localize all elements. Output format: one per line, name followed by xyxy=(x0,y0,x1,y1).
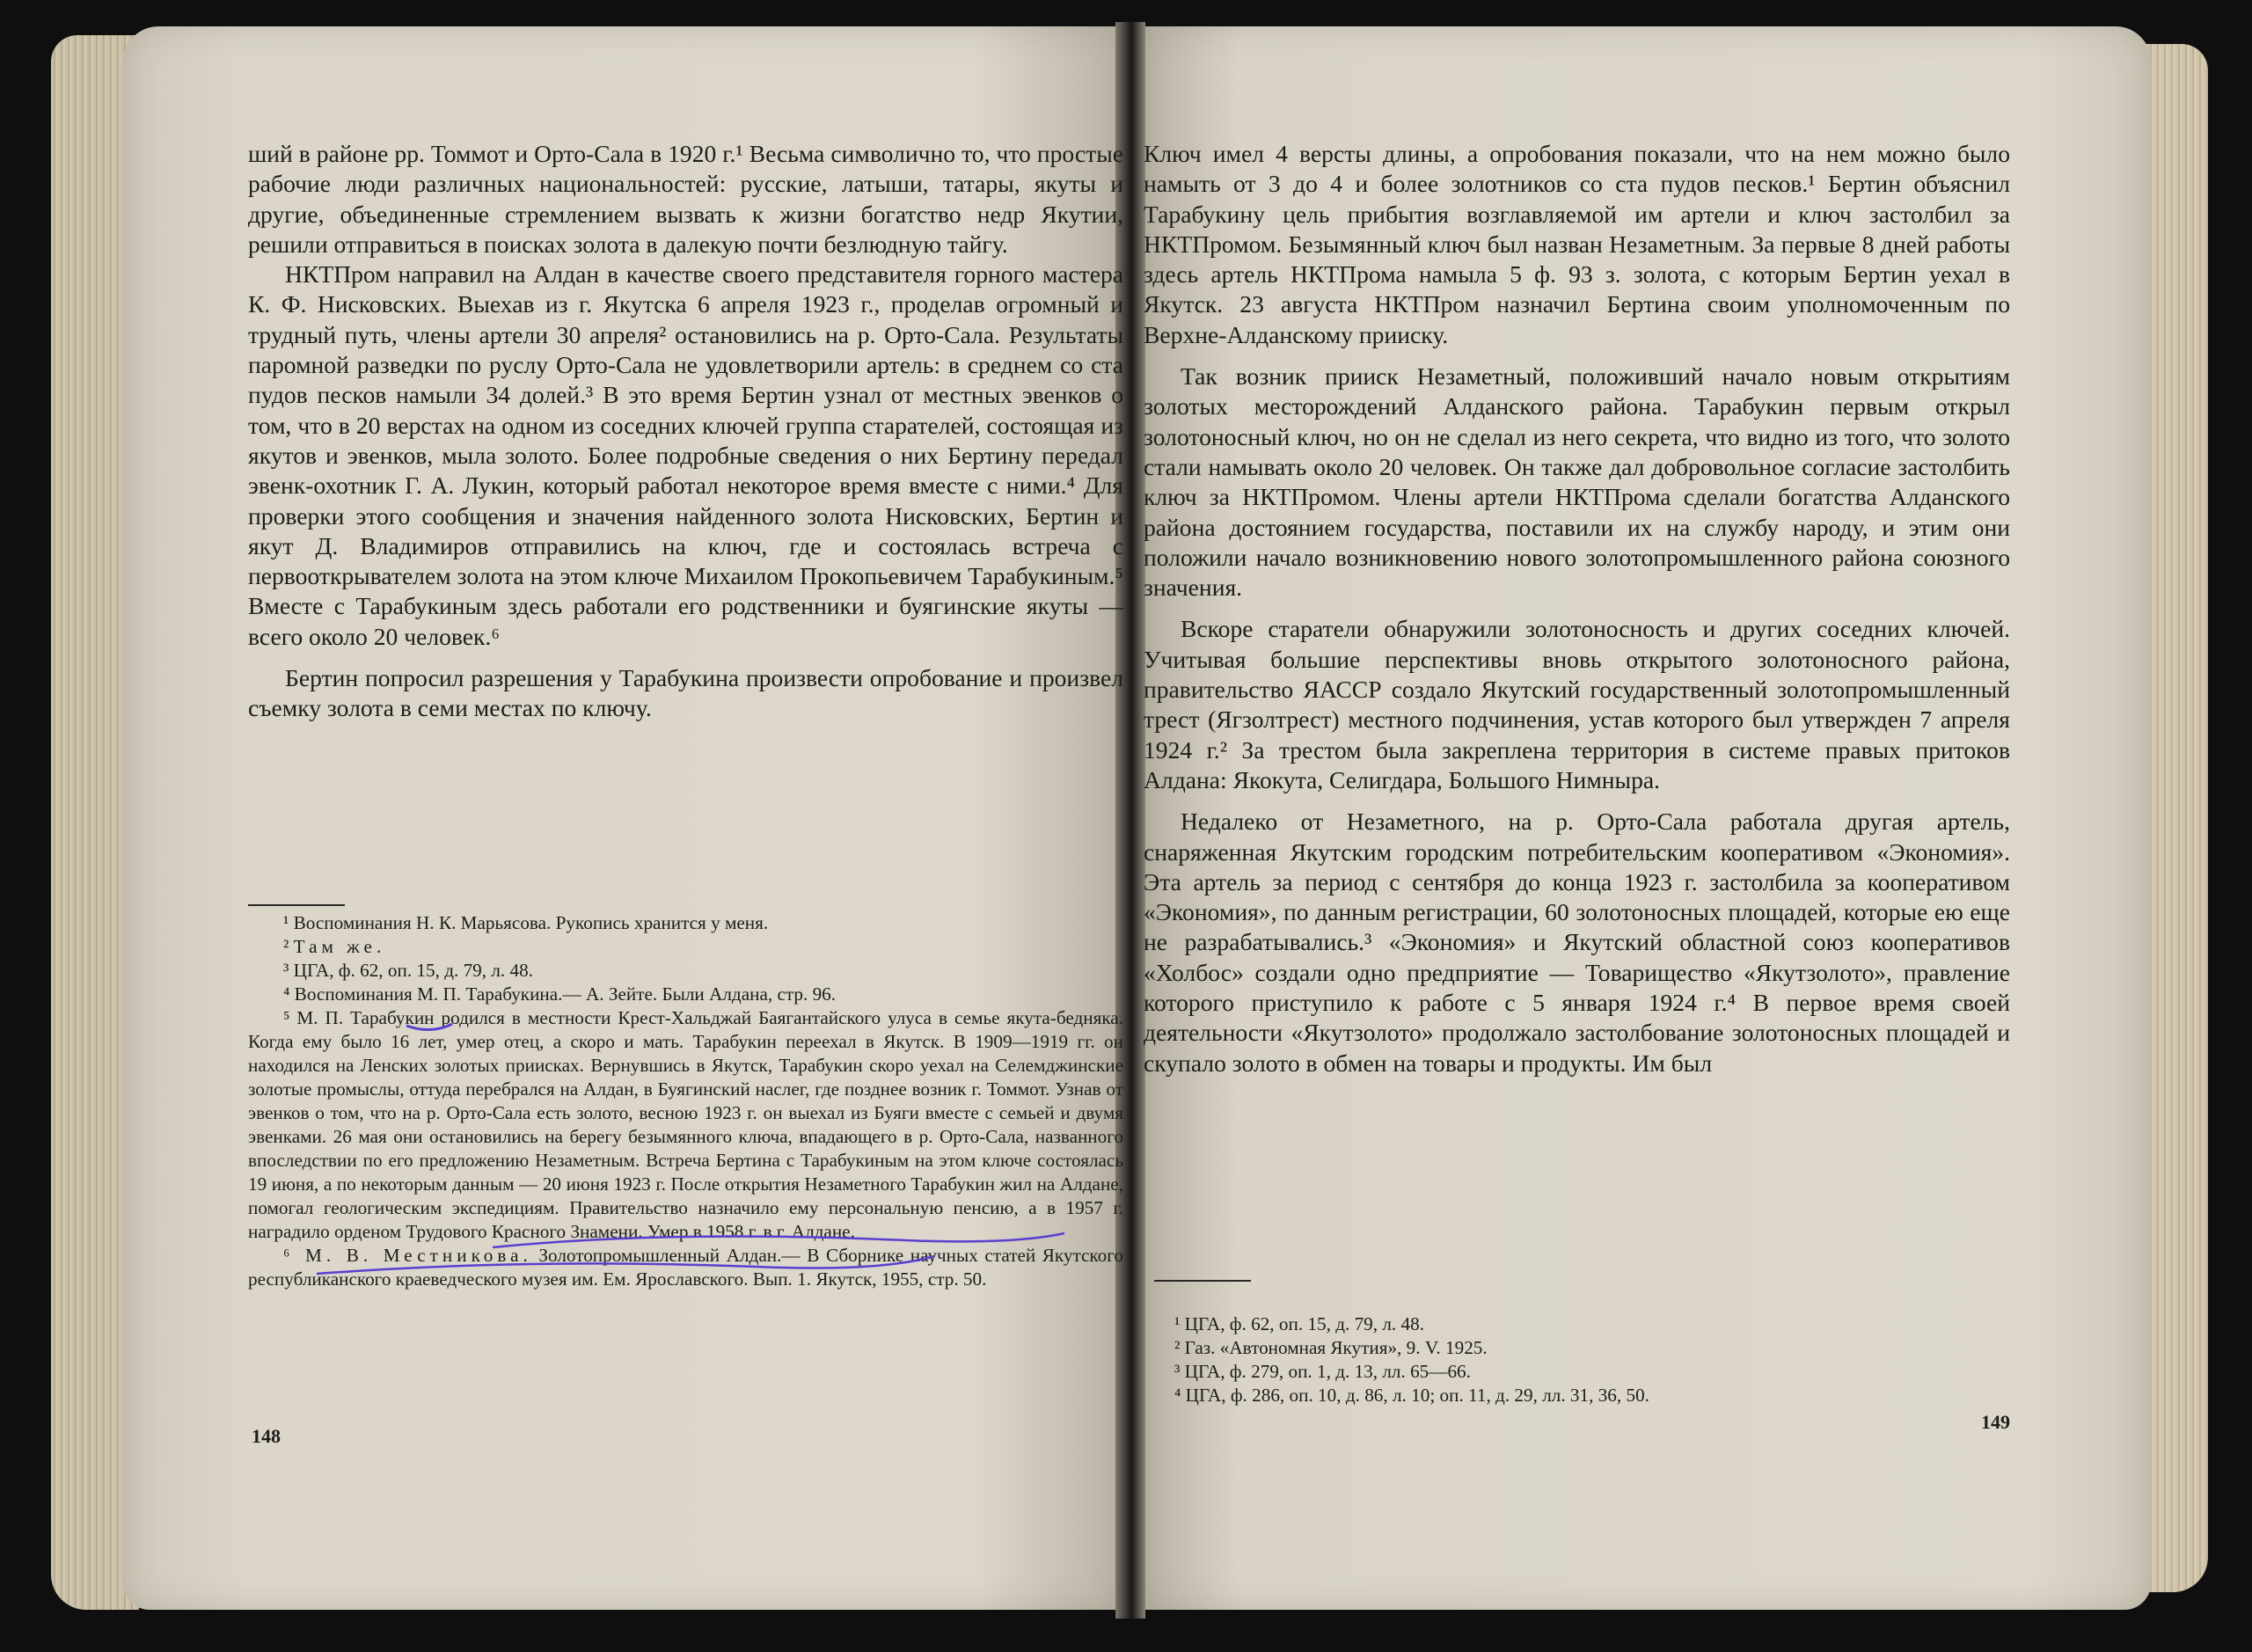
left-footnote-3: ³ ЦГА, ф. 62, оп. 15, д. 79, л. 48. xyxy=(283,960,534,981)
left-footnote-2-text: Там же. xyxy=(293,936,386,957)
left-footnote-2-marker: ² xyxy=(283,936,289,957)
left-footnote-2 xyxy=(248,935,1123,959)
left-paragraph-3: Бертин попросил разрешения у Тарабукина произвести опробование и произвел съемку золота в семи местах по ключу. xyxy=(248,664,1123,722)
right-footnote-2: ² Газ. «Автономная Якутия», 9. V. 1925. xyxy=(1174,1337,1488,1358)
left-footnote-1: ¹ Воспоминания Н. К. Марьясова. Рукопись хранится у меня. xyxy=(283,912,769,933)
left-footnote-4: ⁴ Воспоминания М. П. Тарабукина.— А. Зейте. Были Алдана, стр. 96. xyxy=(283,983,837,1005)
left-page-body xyxy=(248,139,1123,724)
left-footnote-rule xyxy=(248,904,345,906)
right-footnotes xyxy=(1174,1312,2001,1407)
left-footnotes xyxy=(248,911,1123,1291)
right-paragraph-1: Ключ имел 4 версты длины, а опробования показали, что на нем можно было намыть от 3 до 4 и более золотников со ста пудов песков.¹ Бертин объяснил Тарабукину цель прибытия возглавляемой им артели и ключ застолбил за НКТПромом. Безымянный ключ был назван Незаметным. За первые 8 дней работы здесь артель НКТПрома намыла 5 ф. 93 з. золота, с которым Бертин уехал в Якутск. 23 августа НКТПром назначил Бертина своим уполномоченным по Верхне-Алданскому прииску. xyxy=(1144,140,2010,348)
left-page-number: 148 xyxy=(252,1425,281,1447)
left-paragraph-2: НКТПром направил на Алдан в качестве своего представителя горного мастера К. Ф. Нисковских. Выехав из г. Якутска 6 апреля 1923 г., проделав огромный и трудный путь, члены артели 30 апреля² остановились на р. Орто-Сала. Результаты паромной разведки по руслу Орто-Сала не удовлетворили артель: в среднем со ста пудов песков намыли 34 долей.³ В это время Бертин узнал от местных эвенков о том, что в 20 верстах на одном из соседних ключей группа старателей, состоящая из якутов и эвенков, мыла золото. Более подробные сведения о них Бертину передал эвенк-охотник Г. А. Лукин, который работал некоторое время вместе с ними.⁴ Для проверки этого сообщения и значения найденного золота Нисковских, Бертин и якут Д. Владимиров отправились на ключ, где и состоялась встреча с первооткрывателем золота на этом ключе Михаилом Прокопьевичем Тарабукиным.⁵ Вместе с Тарабукиным здесь работали его родственники и буягинские якуты — всего около 20 человек.⁶ xyxy=(248,260,1123,650)
right-footnote-4: ⁴ ЦГА, ф. 286, оп. 10, д. 86, л. 10; оп. 11, д. 29, лл. 31, 36, 50. xyxy=(1174,1385,1649,1406)
right-page-number: 149 xyxy=(1981,1411,2010,1433)
right-paragraph-2: Так возник прииск Незаметный, положивший начало новым открытиям золотых месторождений Алданского района. Тарабукин первым открыл золотоносный ключ, но он не сделал из него секрета, что видно из того, что золото стали намывать около 20 человек. Он также дал добровольное согласие застолбить ключ за НКТПромом. Члены артели НКТПрома сделали богатства Алданского района достоянием государства, поставили их на службу народу, и этим они положили начало возникновению нового золотопромышленного района союзного значения. xyxy=(1144,362,2010,602)
right-page-body xyxy=(1144,139,2010,1078)
left-footnote-6 xyxy=(248,1244,1123,1291)
left-paragraph-1: ший в районе рр. Томмот и Орто-Сала в 1920 г.¹ Весьма символично то, что простые рабочие люди различных национальностей: русские, латыши, татары, якуты и другие, объединенные стремлением вызвать к жизни богатство недр Якутии, решили отправиться в поисках золота в далекую почти безлюдную тайгу. xyxy=(248,140,1123,258)
left-footnote-6-rest: Сборнике научных статей Якутского республиканского краеведческого музея им. Ем. Ярославского. Вып. 1. Якутск, 1955, стр. 50. xyxy=(248,1245,1124,1290)
left-footnote-6-title: Золотопромышленный Алдан.— В xyxy=(538,1245,820,1266)
right-paragraph-3: Вскоре старатели обнаружили золотоносность и других соседних ключей. Учитывая большие перспективы вновь открытого золотоносного района, правительство ЯАССР создало Якутский государственный золотопромышленный трест (Ягзолтрест) местного подчинения, устав которого был утвержден 7 апреля 1924 г.² За трестом была закреплена территория в системе правых притоков Алдана: Якокута, Селигдара, Большого Нимныра. xyxy=(1144,615,2010,793)
right-paragraph-4: Недалеко от Незаметного, на р. Орто-Сала работала другая артель, снаряженная Якутским городским потребительским кооперативом «Экономия». Эта артель за период с сентября до конца 1923 г. застолбила за кооперативом «Экономия», по данным регистрации, 60 золотоносных площадей, которые ею еще не разрабатывались.³ «Экономия» и Якутский областной союз кооперативов «Холбос» создали одно предприятие — Товарищество «Якутзолото», правление которого приступило к работе с 5 января 1924 г.⁴ В первое время своей деятельности «Якутзолото» продолжало застолбование золотоносных площадей и скупало золото в обмен на товары и продукты. Им был xyxy=(1144,808,2010,1077)
right-footnote-rule xyxy=(1154,1280,1251,1282)
left-footnote-6-author: ⁶ М. В. Местникова. xyxy=(283,1245,532,1266)
left-footnote-5: ⁵ М. П. Тарабукин родился в местности Крест-Хальджай Баягантайского улуса в семье якута-бедняка. Когда ему было 16 лет, умер отец, а скоро и мать. Тарабукин переехал в Якутск. В 1909—1919 гг. он находился на Ленских золотых приисках. Вернувшись в Якутск, Тарабукин скоро уехал на Селемджинские золотые промыслы, оттуда перебрался на Алдан, в Буягинский наслег, где позднее возник г. Томмот. Узнав от эвенков о том, что на р. Орто-Сала есть золото, весною 1923 г. он выехал из Буяги вместе с семьей и двумя эвенками. 26 мая они остановились на берегу безымянного ключа, впадающего в р. Орто-Сала, названного впоследствии по его предложению Незаметным. Встреча Бертина с Тарабукиным на этом ключе состоялась 19 июня, а по некоторым данным — 20 июня 1923 г. После открытия Незаметного Тарабукин жил на Алдане, помогал геологическим экспедициям. Правительство назначило ему персональную пенсию, а в 1957 г. наградило орденом Трудового Красного Знамени. Умер в 1958 г. в г. Алдане. xyxy=(248,1007,1123,1242)
right-footnote-1: ¹ ЦГА, ф. 62, оп. 15, д. 79, л. 48. xyxy=(1174,1313,1425,1334)
right-footnote-3: ³ ЦГА, ф. 279, оп. 1, д. 13, лл. 65—66. xyxy=(1174,1361,1471,1382)
